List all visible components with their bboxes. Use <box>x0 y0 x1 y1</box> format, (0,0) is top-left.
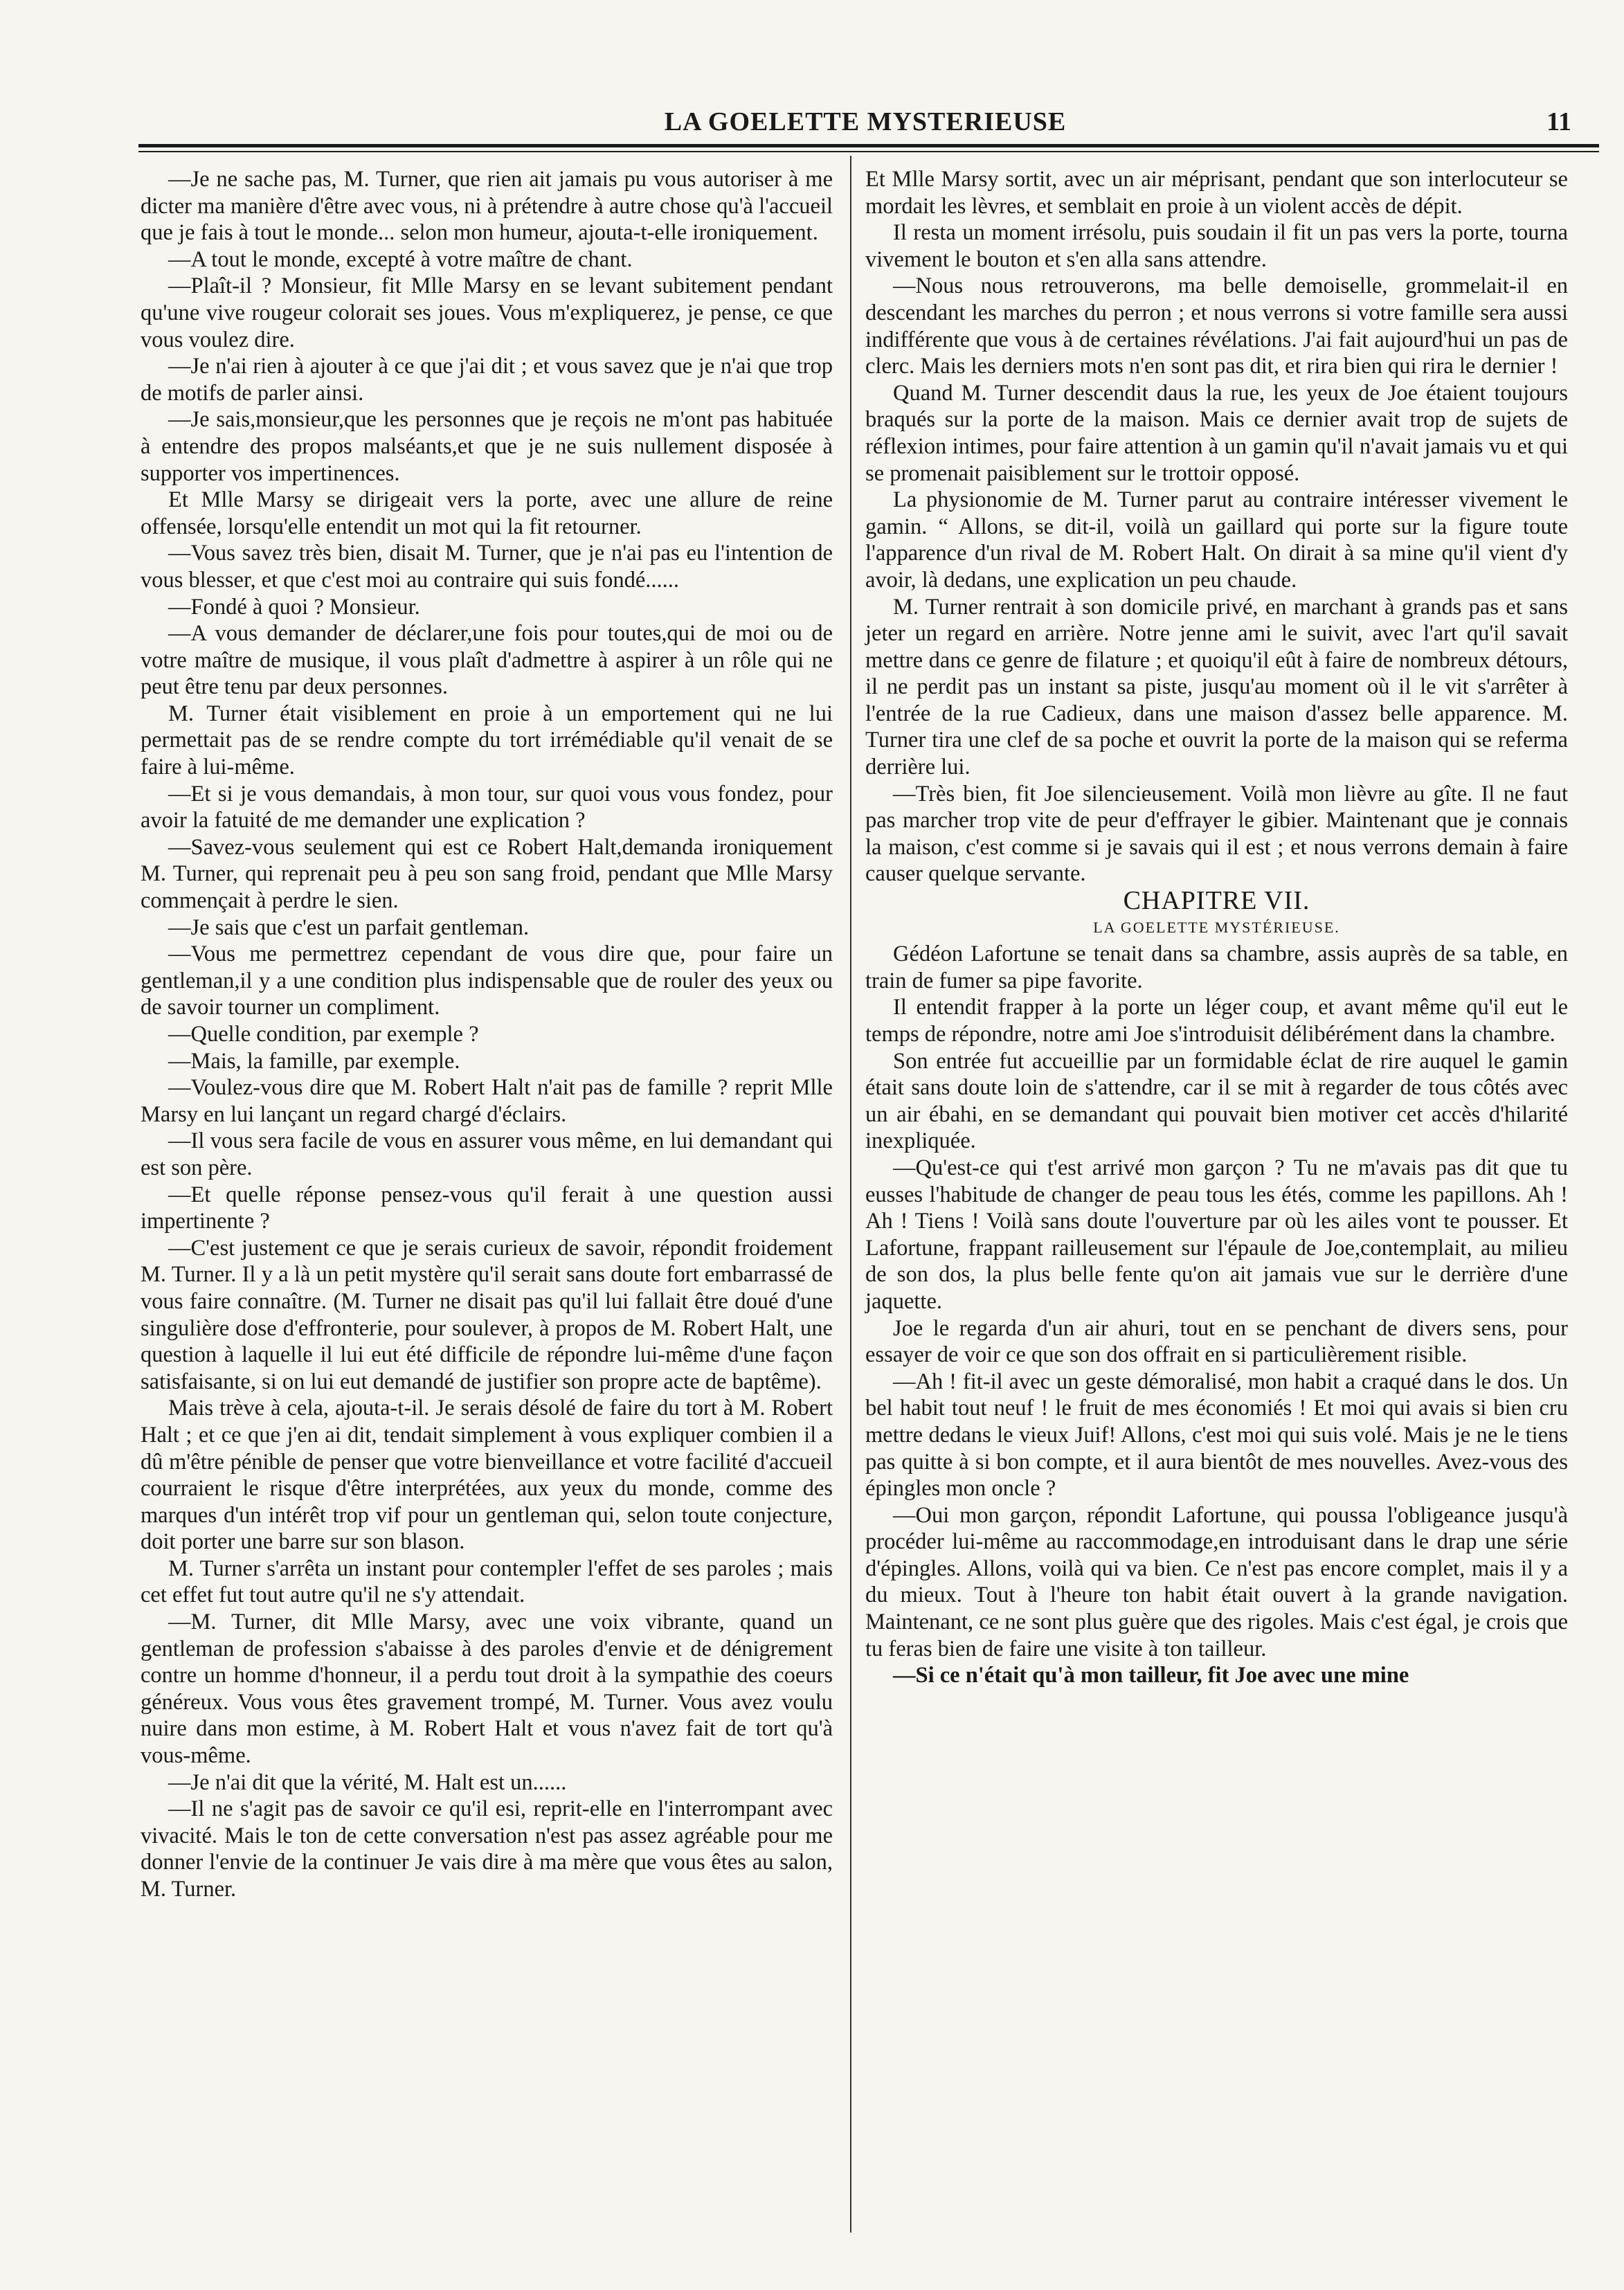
paragraph: —Si ce n'était qu'à mon tailleur, fit Joe avec une mine <box>893 1663 1409 1688</box>
paragraph: —Il vous sera facile de vous en assurer vous même, en lui demandant qui est son père. <box>141 1128 833 1180</box>
paragraph: —Ah ! fit-il avec un geste démoralisé, mon habit a craqué dans le dos. Un bel habit tout neuf ! le fruit de mes économiés ! Et moi qui avais si bien cru mettre dedans le vieux Juif! Allons, c'est moi qui suis volé. Mais je ne le tiens pas quitte à si bon compte, et il aura bientôt de mes nouvelles. Avez-vous des épingles mon oncle ? <box>865 1369 1568 1502</box>
paragraph: —Et quelle réponse pensez-vous qu'il ferait à une question aussi impertinente ? <box>141 1182 833 1234</box>
paragraph: La physionomie de M. Turner parut au contraire intéresser vivement le gamin. “ Allons, se dit-il, voilà un gaillard qui porte sur la figure toute l'apparence d'un rival de M. Robert Halt. On dirait à sa mine qu'il vient d'y avoir, là dedans, une explication un peu chaude. <box>865 487 1568 593</box>
paragraph: —Fondé à quoi ? Monsieur. <box>168 594 420 620</box>
header-rule-thick <box>138 144 1599 147</box>
paragraph: —C'est justement ce que je serais curieux de savoir, répondit froidement M. Turner. Il y a là un petit mystère qu'il serait sans doute fort embarrassé de vous faire connaître. (M. Turner ne disait pas qu'il lui fallait être doué d'une singulière dose d'effronterie, pour soulever, à propos de M. Robert Halt, une question à laquelle il lui eut été difficile de répondre lui-même d'une façon satisfaisante, si on lui eut demandé de justifier son propre acte de baptême). <box>141 1235 833 1394</box>
paragraph: —Il ne s'agit pas de savoir ce qu'il esi, reprit-elle en l'interrompant avec vivacité. Mais le ton de cette conversation n'est pas assez agréable pour me donner l'envie de la continuer Je vais dire à ma mère que vous êtes au salon, M. Turner. <box>141 1796 833 1902</box>
paragraph: Son entrée fut accueillie par un formidable éclat de rire auquel le gamin était sans doute loin de s'attendre, car il se mit à regarder de tous côtés avec un air ébahi, en se demandant qui pouvait bien motiver cet accès d'hilarité inexpliquée. <box>865 1048 1568 1154</box>
paragraph: Joe le regarda d'un air ahuri, tout en se penchant de divers sens, pour essayer de voir ce que son dos offrait en si particulièrement risible. <box>865 1315 1568 1368</box>
column-divider <box>850 156 851 2233</box>
paragraph: —Nous nous retrouverons, ma belle demoiselle, grommelait-il en descendant les marches du perron ; et nous verrons si votre famille sera aussi indifférente que vous à de certaines révélations. J'ai fait aujourd'hui un pas de clerc. Mais les derniers mots n'en sont pas dit, et rira bien qui rira le dernier ! <box>865 273 1568 379</box>
paragraph: —Et si je vous demandais, à mon tour, sur quoi vous vous fondez, pour avoir la fatuité de me demander une explication ? <box>141 781 833 833</box>
paragraph: —A vous demander de déclarer,une fois pour toutes,qui de moi ou de votre maître de musique, il vous plaît d'admettre à aspirer à un rôle qui ne peut être tenu par deux personnes. <box>141 621 833 700</box>
chapter-subtitle: LA GOELETTE MYSTÉRIEUSE. <box>1093 918 1340 936</box>
paragraph: M. Turner était visiblement en proie à un emportement qui ne lui permettait pas de se rendre compte du tort irrémédiable qu'il venait de se faire à lui-même. <box>141 701 833 780</box>
paragraph: Mais trève à cela, ajouta-t-il. Je serais désolé de faire du tort à M. Robert Halt ; et ce que j'en ai dit, tendait simplement à vous expliquer combien il a dû m'être pénible de penser que votre bienveillance et votre facilité d'accueil courraient le risque d'être interprétées, aux yeux du monde, comme des marques d'un intérêt trop vif pour un gentleman qui, selon toute conjecture, doit porter une barre sur son blason. <box>141 1396 833 1555</box>
paragraph: Il entendit frapper à la porte un léger coup, et avant même qu'il eut le temps de répondre, notre ami Joe s'introduisit délibérément dans la chambre. <box>865 995 1568 1047</box>
paragraph: Quand M. Turner descendit daus la rue, les yeux de Joe étaient toujours braqués sur la porte de la maison. Mais ce dernier avait trop de sujets de réflexion intimes, pour faire attention à un gamin qu'il n'avait jamais vu et qui se promenait paisiblement sur le trottoir opposé. <box>865 380 1568 486</box>
page-number: 11 <box>1546 107 1571 136</box>
paragraph: M. Turner rentrait à son domicile privé, en marchant à grands pas et sans jeter un regard en arrière. Notre jenne ami le suivit, avec l'art qu'il savait mettre dans ce genre de filature ; et quoiqu'il eût à faire de nombreux détours, il ne perdit pas un instant sa piste, jusqu'au moment où il le vit s'arrêter à l'entrée de la rue Cadieux, dans une maison d'assez belle apparence. M. Turner tira une clef de sa poche et ouvrit la porte de la maison qui se referma derrière lui. <box>865 594 1568 780</box>
paragraph: —Voulez-vous dire que M. Robert Halt n'ait pas de famille ? reprit Mlle Marsy en lui lançant un regard chargé d'éclairs. <box>141 1075 833 1127</box>
paragraph: —Oui mon garçon, répondit Lafortune, qui poussa l'obligeance jusqu'à procéder lui-même au raccommodage,en introduisant dans le drap une série d'épingles. Allons, voilà qui va bien. Ce n'est pas encore complet, mais il y a du mieux. Tout à l'heure ton habit était ouvert à la grande navigation. Maintenant, ce ne sont plus guère que des rigoles. Mais c'est égal, je crois que tu feras bien de faire une visite à ton tailleur. <box>865 1502 1568 1661</box>
paragraph: Et Mlle Marsy sortit, avec un air méprisant, pendant que son interlocuteur se mordait les lèvres, et semblait en proie à un violent accès de dépit. <box>865 167 1568 219</box>
paragraph: —Je n'ai rien à ajouter à ce que j'ai dit ; et vous savez que je n'ai que trop de motifs de parler ainsi. <box>141 354 833 406</box>
paragraph: M. Turner s'arrêta un instant pour contempler l'effet de ses paroles ; mais cet effet fut tout autre qu'il ne s'y attendait. <box>141 1556 833 1608</box>
paragraph: —Je ne sache pas, M. Turner, que rien ait jamais pu vous autoriser à me dicter ma manière d'être avec vous, ni à prétendre à autre chose qu'à l'accueil que je fais à tout le monde... selon mon humeur, ajouta-t-elle ironiquement. <box>141 167 833 246</box>
header-rule-thin <box>138 151 1599 152</box>
running-title: LA GOELETTE MYSTERIEUSE <box>664 107 1067 136</box>
paragraph: —Je sais,monsieur,que les personnes que je reçois ne m'ont pas habituée à entendre des propos malséants,et que je ne suis nullement disposée à supporter vos impertinences. <box>141 407 833 486</box>
page-header <box>152 104 1578 145</box>
paragraph: —M. Turner, dit Mlle Marsy, avec une voix vibrante, quand un gentleman de profession s'abaisse à des paroles d'envie et de dénigrement contre un homme d'honneur, il a perdu tout droit à la sympathie des coeurs généreux. Vous vous êtes gravement trompé, M. Turner. Vous avez voulu nuire dans mon estime, à M. Robert Halt et vous n'avez fait de tort qu'à vous-même. <box>141 1610 833 1769</box>
paragraph: —Mais, la famille, par exemple. <box>168 1048 460 1074</box>
paragraph: —Plaît-il ? Monsieur, fit Mlle Marsy en se levant subitement pendant qu'une vive rougeur colorait ses joues. Vous m'expliquerez, je pense, ce que vous voulez dire. <box>141 273 833 352</box>
paragraph: —Très bien, fit Joe silencieusement. Voilà mon lièvre au gîte. Il ne faut pas marcher trop vite de peur d'effrayer le gibier. Maintenant que je connais la maison, c'est comme si je savais qui il est ; et nous verrons demain à faire causer quelque servante. <box>865 781 1568 887</box>
paragraph: —Quelle condition, par exemple ? <box>168 1022 479 1047</box>
paragraph: Et Mlle Marsy se dirigeait vers la porte, avec une allure de reine offensée, lorsqu'elle entendit un mot qui la fit retourner. <box>141 487 833 539</box>
paragraph: —A tout le monde, excepté à votre maître de chant. <box>168 246 633 272</box>
left-column <box>141 166 833 1903</box>
paragraph: —Je n'ai dit que la vérité, M. Halt est un...... <box>168 1769 567 1795</box>
paragraph: —Savez-vous seulement qui est ce Robert Halt,demanda ironiquement M. Turner, qui reprenait peu à peu son sang froid, pendant que Mlle Marsy commençait à perdre le sien. <box>141 834 833 914</box>
chapter-heading: CHAPITRE VII. <box>1123 886 1310 916</box>
right-column <box>865 166 1568 1689</box>
paragraph: —Vous savez très bien, disait M. Turner, que je n'ai pas eu l'intention de vous blesser, et que c'est moi au contraire qui suis fondé...... <box>141 541 833 593</box>
paragraph: —Vous me permettrez cependant de vous dire que, pour faire un gentleman,il y a une condition plus indispensable que de rouler des yeux ou de savoir tourner un compliment. <box>141 941 833 1020</box>
paragraph: Gédéon Lafortune se tenait dans sa chambre, assis auprès de sa table, en train de fumer sa pipe favorite. <box>865 941 1568 993</box>
paragraph: —Qu'est-ce qui t'est arrivé mon garçon ? Tu ne m'avais pas dit que tu eusses l'habitude de changer de peau tous les étés, comme les papillons. Ah ! Ah ! Tiens ! Voilà sans doute l'ouverture par où les ailes vont te pousser. Et Lafortune, frappant railleusement sur l'épaule de Joe,contemplait, au milieu de son dos, la plus belle fente qu'on ait jamais vue sur le derrière d'une jaquette. <box>865 1155 1568 1314</box>
paragraph: —Je sais que c'est un parfait gentleman. <box>168 914 530 940</box>
paragraph: Il resta un moment irrésolu, puis soudain il fit un pas vers la porte, tourna vivement le bouton et s'en alla sans attendre. <box>865 220 1568 272</box>
